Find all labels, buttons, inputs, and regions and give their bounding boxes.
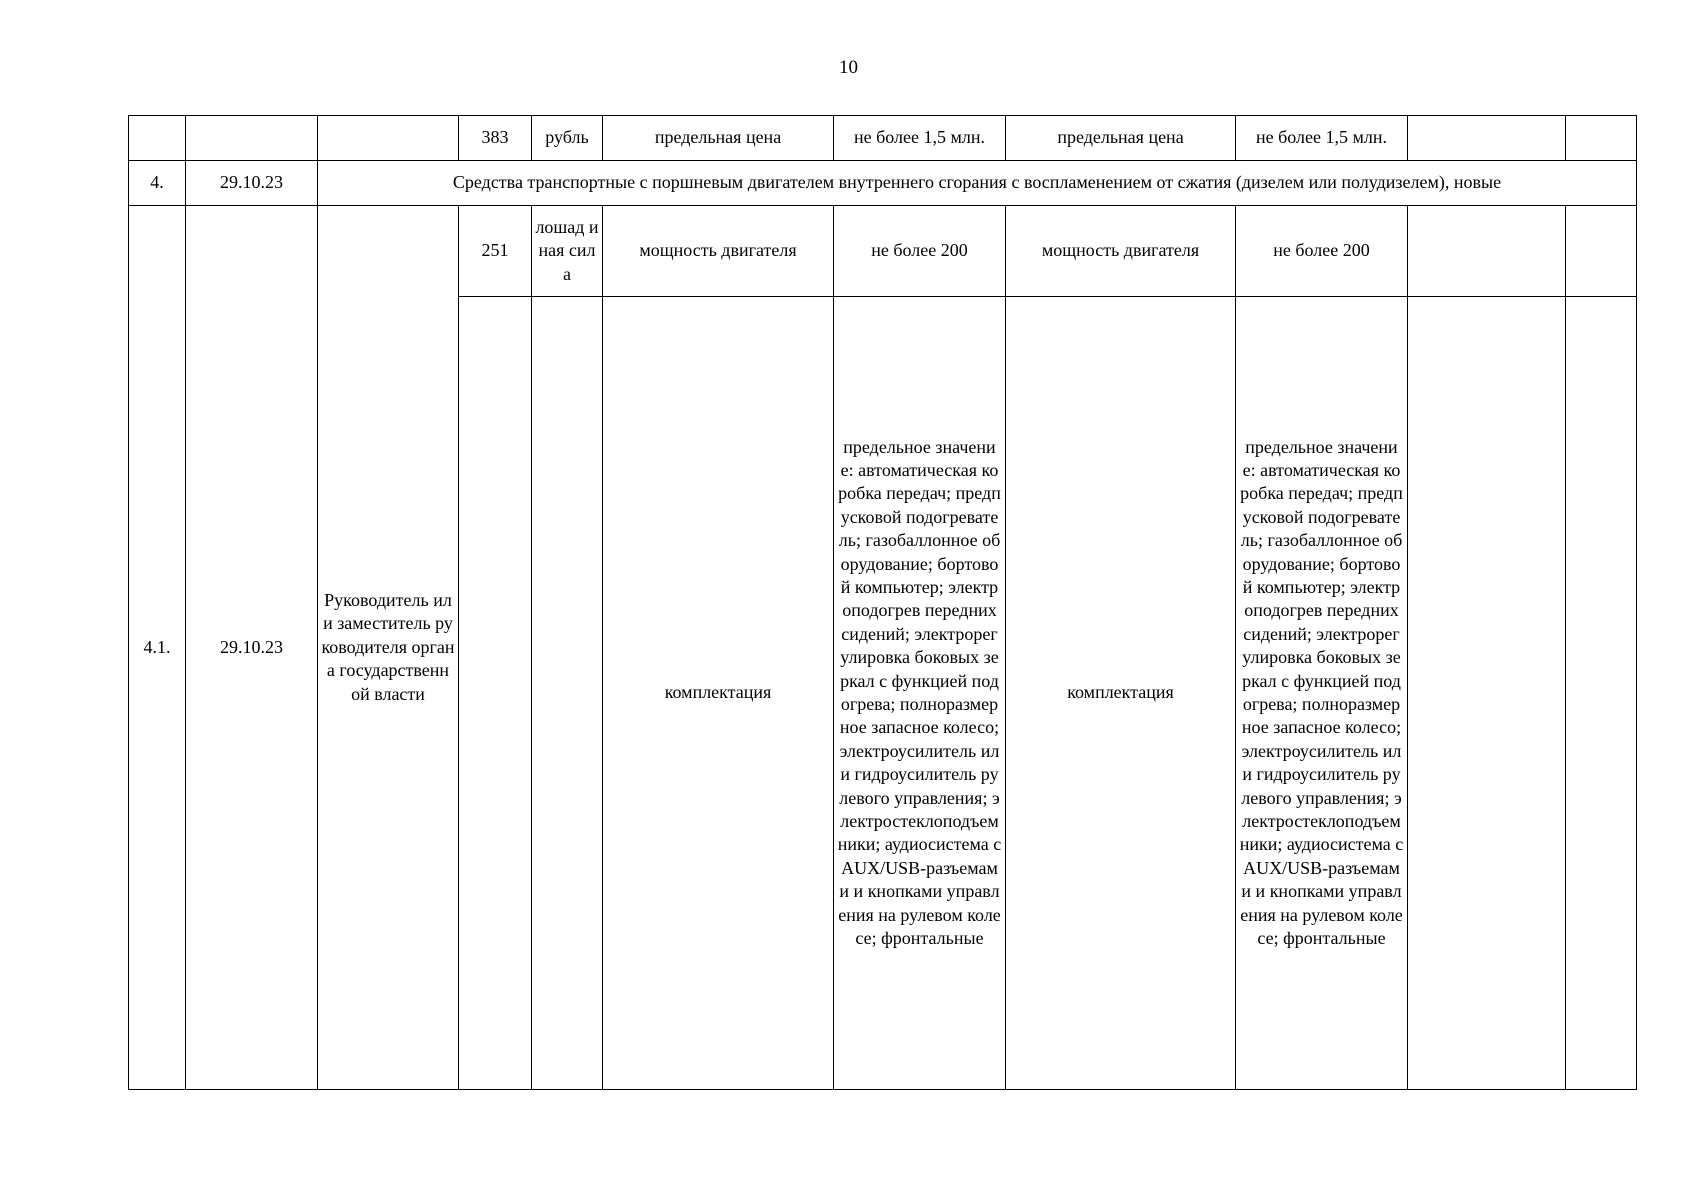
cell-characteristic-2: предельная цена	[1006, 116, 1236, 161]
cell-number-empty	[129, 116, 186, 161]
cell-date-empty	[186, 116, 318, 161]
cell-unit: лошад иная сила	[532, 206, 603, 297]
cell-empty-9	[1408, 297, 1566, 1090]
cell-section-number: 4.	[129, 161, 186, 206]
cell-characteristic-2: мощность двигателя	[1006, 206, 1236, 297]
cell-section-date: 29.10.23	[186, 161, 318, 206]
table-row-continuation	[129, 116, 1637, 161]
cell-unit-empty	[532, 297, 603, 1090]
cell-item-number: 4.1.	[129, 206, 186, 1090]
characteristics-table	[128, 115, 1637, 1090]
cell-empty-10	[1566, 297, 1637, 1090]
cell-okei-code: 251	[459, 206, 532, 297]
cell-value-2: предельное значение: автоматическая коробка передач; предпусковой подогреватель; газобаллонное оборудование; бортовой компьютер; электроподогрев передних сидений; электрорегулировка боковых зеркал с функцией подогрева; полноразмерное запасное колесо; электроусилитель или гидроусилитель рулевого управления; электростеклоподъемники; аудиосистема с AUX/USB-разъемами и кнопками управления на рулевом колесе; фронтальные	[1236, 297, 1408, 1090]
cell-empty-9	[1408, 206, 1566, 297]
table-row-item-power	[129, 206, 1637, 297]
cell-value: не более 200	[834, 206, 1006, 297]
cell-empty-10	[1566, 206, 1637, 297]
cell-position-empty	[318, 116, 459, 161]
cell-characteristic: комплектация	[603, 297, 834, 1090]
cell-empty-10	[1566, 116, 1637, 161]
cell-value-2: не более 200	[1236, 206, 1408, 297]
cell-value-2: не более 1,5 млн.	[1236, 116, 1408, 161]
cell-okei-code-empty	[459, 297, 532, 1090]
cell-unit: рубль	[532, 116, 603, 161]
cell-section-title: Средства транспортные с поршневым двигателем внутреннего сгорания с воспламенением от сжатия (дизелем или полудизелем), новые	[318, 161, 1637, 206]
table-row-section	[129, 161, 1637, 206]
cell-okei-code: 383	[459, 116, 532, 161]
cell-characteristic: предельная цена	[603, 116, 834, 161]
page-number: 10	[839, 57, 858, 78]
cell-characteristic-2: комплектация	[1006, 297, 1236, 1090]
cell-item-position: Руководитель или заместитель руководителя органа государственн ой власти	[318, 206, 459, 1090]
cell-empty-9	[1408, 116, 1566, 161]
cell-value: предельное значение: автоматическая коробка передач; предпусковой подогреватель; газобаллонное оборудование; бортовой компьютер; электроподогрев передних сидений; электрорегулировка боковых зеркал с функцией подогрева; полноразмерное запасное колесо; электроусилитель или гидроусилитель рулевого управления; электростеклоподъемники; аудиосистема с AUX/USB-разъемами и кнопками управления на рулевом колесе; фронтальные	[834, 297, 1006, 1090]
cell-value: не более 1,5 млн.	[834, 116, 1006, 161]
cell-item-date: 29.10.23	[186, 206, 318, 1090]
cell-characteristic: мощность двигателя	[603, 206, 834, 297]
